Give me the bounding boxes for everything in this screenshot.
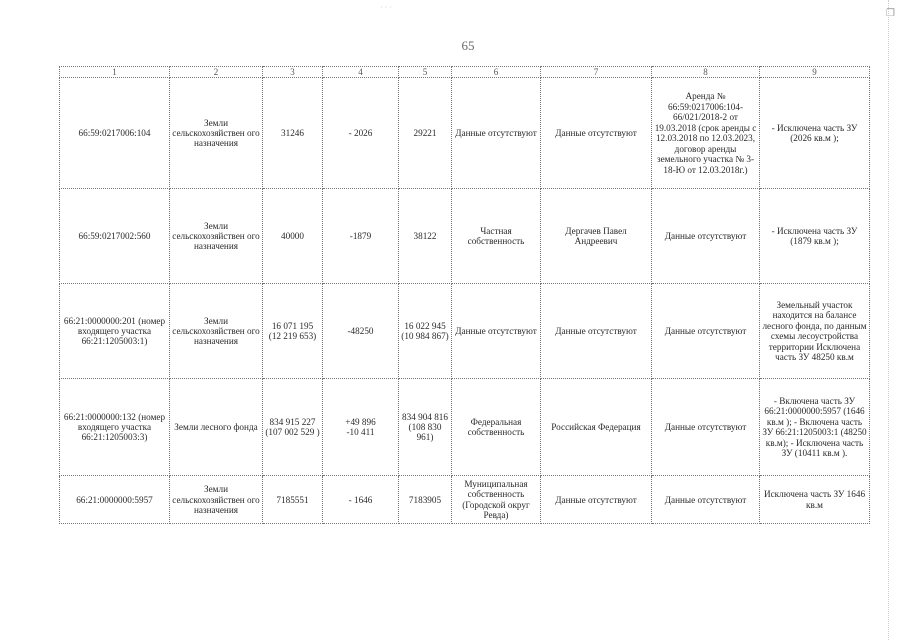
encumbrance: Данные отсутствуют bbox=[652, 379, 760, 476]
col-header-9: 9 bbox=[760, 67, 870, 78]
area-before: 834 915 227 (107 002 529 ) bbox=[263, 379, 323, 476]
cadastral-number: 66:21:0000000:5957 bbox=[60, 476, 170, 524]
area-change: -48250 bbox=[323, 284, 399, 379]
table-row bbox=[60, 476, 870, 524]
ownership-type: Данные отсутствуют bbox=[452, 78, 541, 189]
owner: Данные отсутствуют bbox=[541, 476, 652, 524]
encumbrance: Данные отсутствуют bbox=[652, 284, 760, 379]
owner: Данные отсутствуют bbox=[541, 284, 652, 379]
note: - Исключена часть ЗУ (1879 кв.м ); bbox=[760, 189, 870, 284]
owner: Данные отсутствуют bbox=[541, 78, 652, 189]
area-after: 38122 bbox=[399, 189, 452, 284]
ownership-type: Муниципальная собственность (Городской округ Ревда) bbox=[452, 476, 541, 524]
ownership-type: Частная собственность bbox=[452, 189, 541, 284]
area-change: - 2026 bbox=[323, 78, 399, 189]
ownership-type: Данные отсутствуют bbox=[452, 284, 541, 379]
table-row bbox=[60, 379, 870, 476]
col-header-7: 7 bbox=[541, 67, 652, 78]
page-edge bbox=[888, 0, 899, 640]
note: - Исключена часть ЗУ (2026 кв.м ); bbox=[760, 78, 870, 189]
encumbrance: Данные отсутствуют bbox=[652, 189, 760, 284]
col-header-2: 2 bbox=[170, 67, 263, 78]
area-change-plus: +49 896 bbox=[345, 416, 376, 427]
table-row bbox=[60, 78, 870, 189]
area-after: 7183905 bbox=[399, 476, 452, 524]
note: Исключена часть ЗУ 1646 кв.м bbox=[760, 476, 870, 524]
cadastral-number: 66:59:0217006:104 bbox=[60, 78, 170, 189]
area-change: -1879 bbox=[323, 189, 399, 284]
area-after: 16 022 945 (10 984 867) bbox=[399, 284, 452, 379]
note: Земельный участок находится на балансе лесного фонда, по данным схемы лесоустройства территории Исключена часть ЗУ 48250 кв.м bbox=[760, 284, 870, 379]
corner-mark: ❐ bbox=[886, 8, 895, 19]
owner: Российская Федерация bbox=[541, 379, 652, 476]
scan-artifact: · · · bbox=[380, 3, 392, 12]
col-header-4: 4 bbox=[323, 67, 399, 78]
land-category: Земли сельскохозяйствен ого назначения bbox=[170, 476, 263, 524]
column-numbers-row bbox=[60, 67, 870, 78]
area-change-minus: -10 411 bbox=[346, 427, 375, 438]
land-category: Земли сельскохозяйствен ого назначения bbox=[170, 284, 263, 379]
land-category: Земли сельскохозяйствен ого назначения bbox=[170, 189, 263, 284]
col-header-5: 5 bbox=[399, 67, 452, 78]
land-category: Земли лесного фонда bbox=[170, 379, 263, 476]
land-category: Земли сельскохозяйствен ого назначения bbox=[170, 78, 263, 189]
table-row bbox=[60, 189, 870, 284]
area-change: - 1646 bbox=[323, 476, 399, 524]
col-header-8: 8 bbox=[652, 67, 760, 78]
ownership-type: Федеральная собственность bbox=[452, 379, 541, 476]
encumbrance: Аренда № 66:59:0217006:104-66/021/2018-2 от 19.03.2018 (срок аренды с 12.03.2018 по 12.03.2023, договор аренды земельного участка № 3-18-Ю от 12.03.2018г.) bbox=[652, 78, 760, 189]
cadastral-number: 66:21:0000000:201 (номер входящего участка 66:21:1205003:1) bbox=[60, 284, 170, 379]
area-change bbox=[323, 379, 399, 476]
area-before: 40000 bbox=[263, 189, 323, 284]
col-header-3: 3 bbox=[263, 67, 323, 78]
cadastral-number: 66:59:0217002:560 bbox=[60, 189, 170, 284]
encumbrance: Данные отсутствуют bbox=[652, 476, 760, 524]
cadastral-number: 66:21:0000000:132 (номер входящего участка 66:21:1205003:3) bbox=[60, 379, 170, 476]
area-before: 7185551 bbox=[263, 476, 323, 524]
table-row bbox=[60, 284, 870, 379]
land-table bbox=[59, 66, 870, 524]
area-after: 834 904 816 (108 830 961) bbox=[399, 379, 452, 476]
area-before: 31246 bbox=[263, 78, 323, 189]
col-header-1: 1 bbox=[60, 67, 170, 78]
col-header-6: 6 bbox=[452, 67, 541, 78]
page-number: 65 bbox=[461, 38, 475, 53]
area-before: 16 071 195 (12 219 653) bbox=[263, 284, 323, 379]
note: - Включена часть ЗУ 66:21:0000000:5957 (1646 кв.м ); - Включена часть ЗУ 66:21:1205003:1 (48250 кв.м); - Исключена часть ЗУ (10411 кв.м ). bbox=[760, 379, 870, 476]
owner: Дергачев Павел Андреевич bbox=[541, 189, 652, 284]
area-after: 29221 bbox=[399, 78, 452, 189]
